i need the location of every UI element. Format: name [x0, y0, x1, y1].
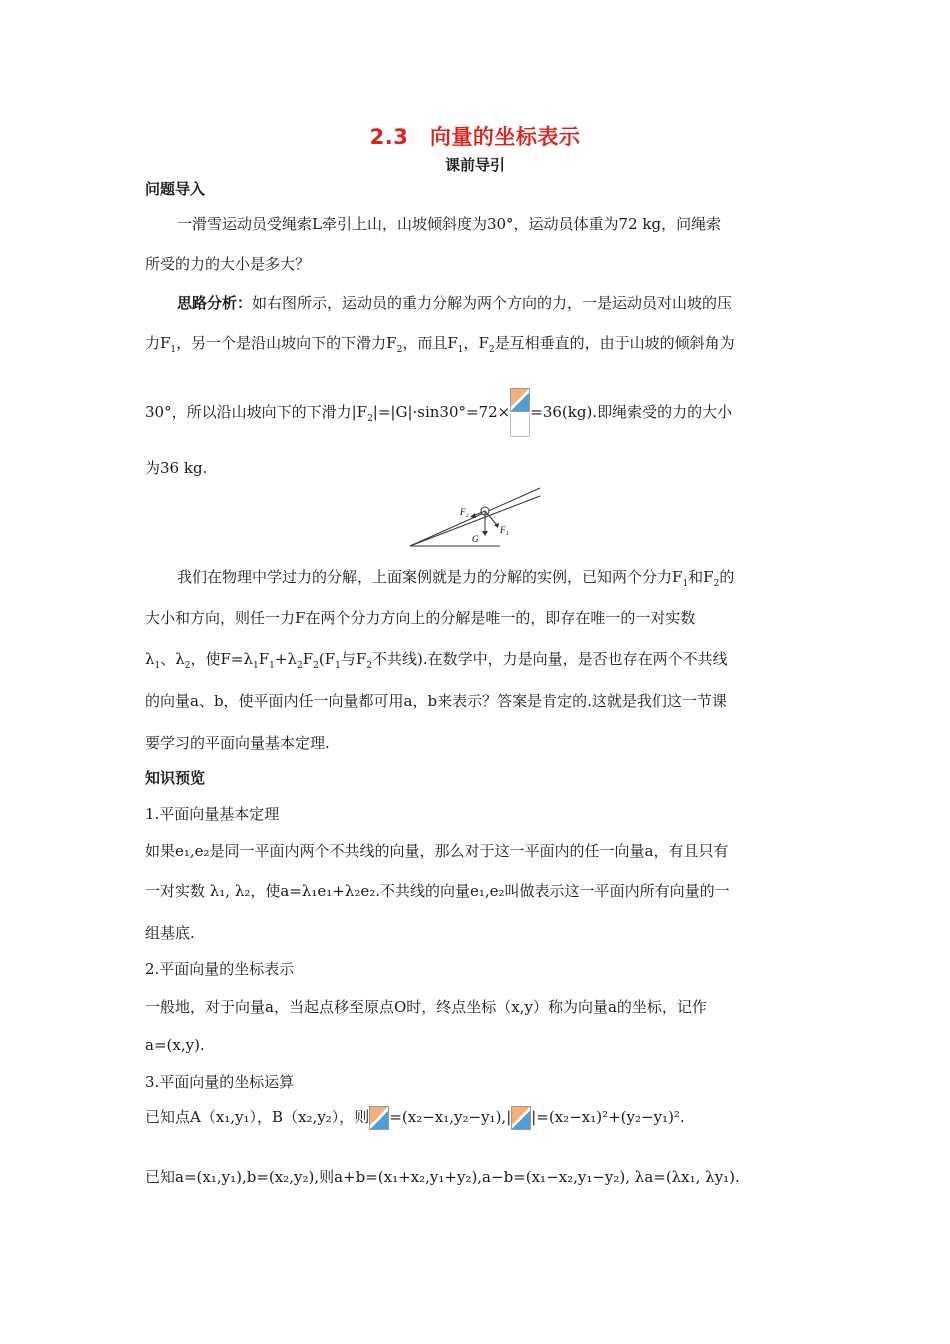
item1-line-3: 组基底.: [145, 924, 195, 942]
analysis-line-5: 为36 kg.: [145, 459, 208, 477]
gravity-arrow-icon: [482, 531, 488, 536]
analysis-label: 思路分析：: [177, 294, 253, 312]
para2-line-3: $\lambda_1$、$\lambda_2$，使$F=\lambda_1F_1+\lambda_2F_2(F_1$与$F_2$不共线).在数学中，力是向量，是否也存在两个不共线: [145, 650, 728, 671]
section-subtitle: 课前导引: [444, 156, 505, 174]
analysis-line-3: 30°，所以沿山坡向下的下滑力$|F_2|=|G|\cdot\sin 30^\circ=72\times$ =36(kg).即绳索受的力的大小: [145, 388, 732, 438]
item1-title: 1.平面向量基本定理: [145, 805, 280, 823]
para2-line-5: 要学习的平面向量基本定理.: [145, 734, 330, 752]
label-g: G: [472, 534, 479, 544]
preview-heading: 知识预览: [145, 769, 206, 787]
broken-image-icon: [510, 388, 530, 412]
analysis-line-2: 力$F_1$，另一个是沿山坡向下的下滑力$F_2$，而且$F_1$，$F_2$是互相垂直的，由于山坡的倾斜角为: [145, 334, 735, 355]
item2-line-1: 一般地，对于向量a，当起点移至原点O时，终点坐标（x,y）称为向量a的坐标，记作: [145, 998, 707, 1016]
para2-line-1: 我们在物理中学过力的分解，上面案例就是力的分解的实例，已知两个分力$F_1$和$F_2$的: [177, 568, 735, 589]
page-title: 2.3 向量的坐标表示: [369, 125, 581, 149]
item1-line-1: 如果e₁,e₂是同一平面内两个不共线的向量，那么对于这一平面内的任一向量a，有且只有: [145, 842, 729, 860]
analysis-line-1: [177, 292, 732, 313]
item3-line-1: 已知点A（x₁,y₁），B（x₂,y₂），则 =(x₂−x₁,y₂−y₁),| |=(x₂−x₁)²+(y₂−y₁)².: [145, 1106, 685, 1130]
problem-line-1: 一滑雪运动员受绳索L牵引上山，山坡倾斜度为30°，运动员体重为72 kg，问绳索: [177, 215, 722, 233]
item1-line-2: 一对实数 λ₁, λ₂，使a=λ₁e₁+λ₂e₂.不共线的向量e₁,e₂叫做表示这一平面内所有向量的一: [145, 882, 730, 900]
f2-arrow-icon: [470, 513, 476, 518]
label-f1: F₁: [500, 525, 509, 535]
analysis-text-4b: =36(kg).即绳索受的力的大小: [530, 403, 733, 421]
intro-heading: 问题导入: [145, 180, 206, 198]
item2-line-2: a=(x,y).: [145, 1036, 205, 1054]
para2-line-2: 大小和方向，则任一力F在两个分力方向上的分解是唯一的，即存在唯一的一对实数: [145, 609, 696, 627]
label-f2: F₂: [460, 507, 469, 517]
analysis-text-2: ，另一个是沿山坡向下的下滑力: [176, 334, 387, 352]
vector-ab-image: [369, 1106, 389, 1130]
item3-title: 3.平面向量的坐标运算: [145, 1073, 295, 1091]
analysis-text-3: 是互相垂直的，由于山坡的倾斜角为: [494, 334, 735, 352]
item2-title: 2.平面向量的坐标表示: [145, 960, 295, 978]
vector-ab-magnitude-image: [511, 1106, 531, 1130]
problem-line-2: 所受的力的大小是多大？: [145, 255, 311, 273]
slope-force-diagram: [405, 484, 545, 548]
fraction-image: [510, 388, 530, 438]
item3-line-2: 已知a=(x₁,y₁),b=(x₂,y₂),则a+b=(x₁+x₂,y₁+y₂),a−b=(x₁−x₂,y₁−y₂), λa=(λx₁, λy₁).: [145, 1168, 740, 1186]
analysis-text-1: 如右图所示，运动员的重力分解为两个方向的力，一是运动员对山坡的压: [252, 294, 733, 312]
para2-line-4: 的向量a、b，使平面内任一向量都可用a，b来表示？答案是肯定的.这就是我们这一节课: [145, 692, 727, 710]
analysis-text-4: 30°，所以沿山坡向下的下滑力: [145, 403, 352, 421]
